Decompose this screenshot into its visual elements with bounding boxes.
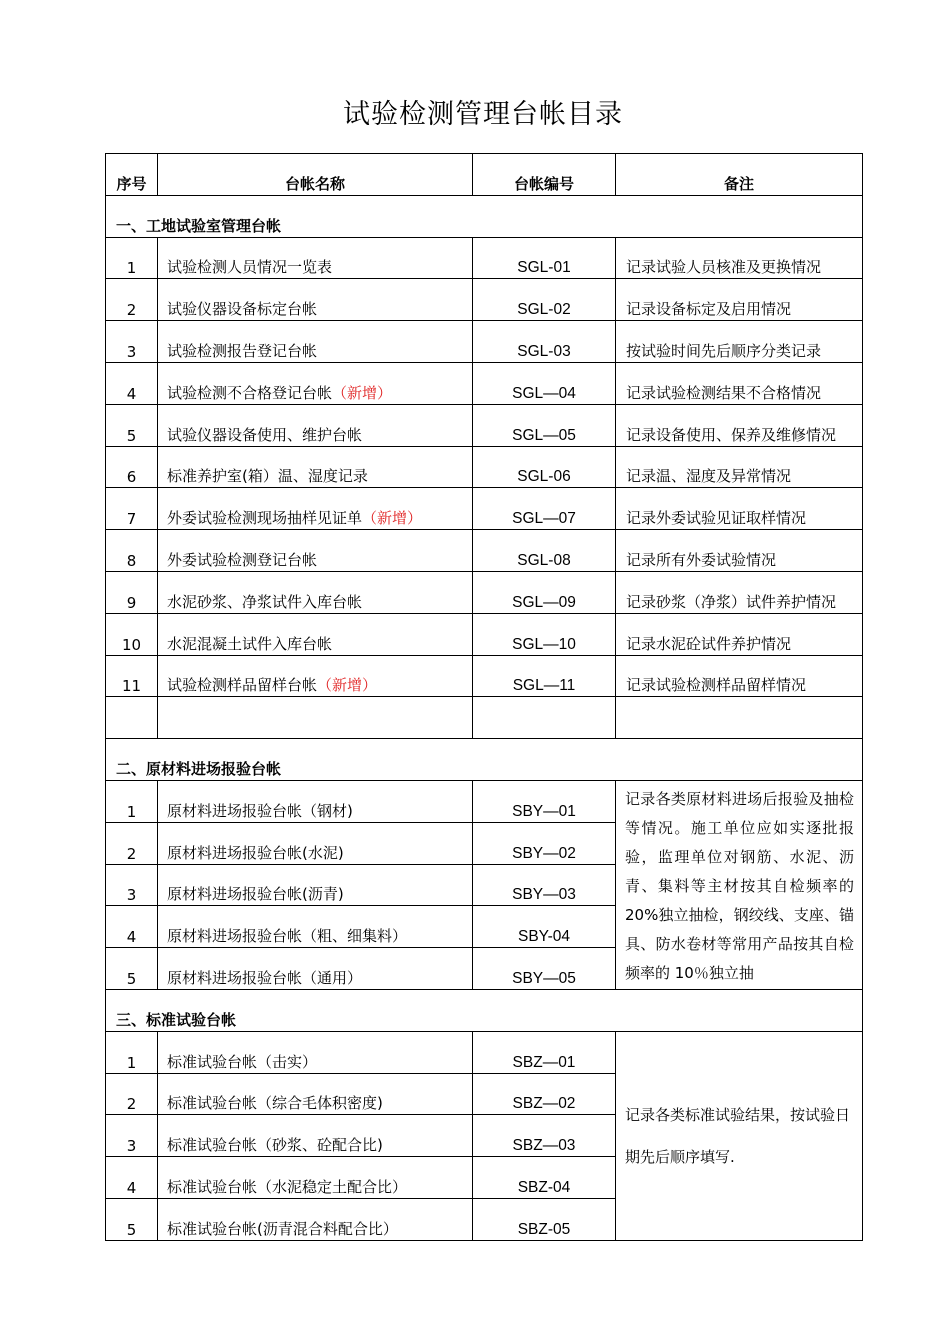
row-number: 1	[106, 237, 158, 279]
table-row	[106, 655, 863, 697]
ledger-name	[158, 571, 473, 613]
ledger-code: SBY—01	[473, 780, 616, 822]
ledger-code: SBY—03	[473, 864, 616, 906]
section-row	[106, 195, 863, 237]
empty-cell	[158, 697, 473, 739]
new-tag: （新增）	[332, 383, 393, 402]
ledger-name-text: 试验检测报告登记台帐	[167, 341, 318, 360]
ledger-name	[158, 488, 473, 530]
ledger-code: SGL-01	[473, 237, 616, 279]
table-row	[106, 446, 863, 488]
row-number: 1	[106, 780, 158, 822]
ledger-note: 记录外委试验见证取样情况	[616, 488, 863, 530]
row-number: 10	[106, 613, 158, 655]
ledger-name: 标准试验台帐(沥青混合料配合比）	[158, 1198, 473, 1240]
ledger-name: 标准试验台帐（击实）	[158, 1031, 473, 1073]
ledger-code: SBZ—01	[473, 1031, 616, 1073]
row-number: 11	[106, 655, 158, 697]
ledger-code: SGL—10	[473, 613, 616, 655]
ledger-name-text: 水泥混凝土试件入库台帐	[167, 634, 333, 653]
ledger-code: SGL—05	[473, 404, 616, 446]
ledger-code: SGL—04	[473, 362, 616, 404]
row-number: 6	[106, 446, 158, 488]
header-code: 台帐编号	[473, 154, 616, 196]
ledger-note: 记录各类原材料进场后报验及抽检等情况。施工单位应如实逐批报验，监理单位对钢筋、水泥、沥青、集料等主材按其自检频率的 20%独立抽检，钢绞线、支座、锚具、防水卷材等常用产品按其自检频率的 10％独立抽	[616, 780, 863, 989]
row-number: 9	[106, 571, 158, 613]
table-header-row	[106, 154, 863, 196]
ledger-name-text: 标准养护室(箱）温、湿度记录	[167, 467, 368, 486]
ledger-name-text: 外委试验检测登记台帐	[167, 550, 318, 569]
ledger-note: 记录所有外委试验情况	[616, 530, 863, 572]
ledger-note: 记录设备标定及启用情况	[616, 279, 863, 321]
ledger-code: SBY—02	[473, 822, 616, 864]
row-number: 2	[106, 822, 158, 864]
section-title: 三、标准试验台帐	[106, 989, 863, 1031]
ledger-note: 记录各类标准试验结果，按试验日期先后顺序填写.	[616, 1031, 863, 1240]
ledger-note: 记录试验检测结果不合格情况	[616, 362, 863, 404]
ledger-note: 记录水泥砼试件养护情况	[616, 613, 863, 655]
row-number: 3	[106, 1115, 158, 1157]
ledger-code: SGL—09	[473, 571, 616, 613]
ledger-note: 记录设备使用、保养及维修情况	[616, 404, 863, 446]
page-title: 试验检测管理台帐目录	[343, 99, 623, 130]
header-no: 序号	[106, 154, 158, 196]
ledger-name	[158, 321, 473, 363]
ledger-name-text: 试验检测样品留样台帐	[167, 676, 318, 695]
ledger-name	[158, 446, 473, 488]
ledger-code: SBZ—03	[473, 1115, 616, 1157]
ledger-name: 标准试验台帐（水泥稳定土配合比）	[158, 1157, 473, 1199]
ledger-name-text: 水泥砂浆、净浆试件入库台帐	[167, 592, 363, 611]
ledger-name-text: 试验仪器设备标定台帐	[167, 300, 318, 319]
header-note: 备注	[616, 154, 863, 196]
table-row	[106, 571, 863, 613]
table-row	[106, 530, 863, 572]
ledger-name	[158, 279, 473, 321]
ledger-name	[158, 530, 473, 572]
header-name: 台帐名称	[158, 154, 473, 196]
ledger-code: SBY—05	[473, 948, 616, 990]
section-row	[106, 739, 863, 781]
row-number: 5	[106, 1198, 158, 1240]
row-number: 2	[106, 1073, 158, 1115]
section-title: 二、原材料进场报验台帐	[106, 739, 863, 781]
ledger-name-text: 试验检测人员情况一览表	[167, 258, 333, 277]
row-number: 5	[106, 404, 158, 446]
table-row	[106, 613, 863, 655]
ledger-note: 记录试验人员核准及更换情况	[616, 237, 863, 279]
row-number: 7	[106, 488, 158, 530]
empty-cell	[616, 697, 863, 739]
table-row	[106, 780, 863, 822]
ledger-name	[158, 655, 473, 697]
ledger-code: SGL-03	[473, 321, 616, 363]
ledger-code: SGL-06	[473, 446, 616, 488]
ledger-name: 原材料进场报验台帐(水泥)	[158, 822, 473, 864]
ledger-code: SGL—07	[473, 488, 616, 530]
table-row	[106, 362, 863, 404]
table-row	[106, 321, 863, 363]
table-row	[106, 237, 863, 279]
table-row	[106, 1031, 863, 1073]
empty-row	[106, 697, 863, 739]
table-row	[106, 279, 863, 321]
ledger-code: SGL—11	[473, 655, 616, 697]
row-number: 4	[106, 362, 158, 404]
ledger-code: SBZ—02	[473, 1073, 616, 1115]
ledger-note: 记录温、湿度及异常情况	[616, 446, 863, 488]
table-row	[106, 404, 863, 446]
ledger-name	[158, 237, 473, 279]
ledger-name	[158, 613, 473, 655]
row-number: 8	[106, 530, 158, 572]
table-row	[106, 488, 863, 530]
ledger-note: 记录砂浆（净浆）试件养护情况	[616, 571, 863, 613]
new-tag: （新增）	[362, 509, 423, 528]
ledger-code: SBZ-04	[473, 1157, 616, 1199]
row-number: 4	[106, 1157, 158, 1199]
ledger-name	[158, 404, 473, 446]
row-number: 3	[106, 864, 158, 906]
section-row	[106, 989, 863, 1031]
row-number: 2	[106, 279, 158, 321]
empty-cell	[473, 697, 616, 739]
ledger-name: 原材料进场报验台帐(沥青)	[158, 864, 473, 906]
ledger-code: SBY-04	[473, 906, 616, 948]
ledger-name	[158, 362, 473, 404]
ledger-note: 记录试验检测样品留样情况	[616, 655, 863, 697]
ledger-name-text: 外委试验检测现场抽样见证单	[167, 509, 363, 528]
empty-cell	[106, 697, 158, 739]
row-number: 1	[106, 1031, 158, 1073]
ledger-name: 标准试验台帐（砂浆、砼配合比)	[158, 1115, 473, 1157]
ledger-code: SBZ-05	[473, 1198, 616, 1240]
ledger-name: 原材料进场报验台帐（通用）	[158, 948, 473, 990]
ledger-name: 原材料进场报验台帐（粗、细集料）	[158, 906, 473, 948]
ledger-name: 原材料进场报验台帐（钢材)	[158, 780, 473, 822]
section-title: 一、工地试验室管理台帐	[106, 195, 863, 237]
new-tag: （新增）	[317, 676, 378, 695]
row-number: 4	[106, 906, 158, 948]
ledger-table	[105, 153, 863, 1241]
row-number: 3	[106, 321, 158, 363]
row-number: 5	[106, 948, 158, 990]
ledger-code: SGL-08	[473, 530, 616, 572]
ledger-code: SGL-02	[473, 279, 616, 321]
ledger-note: 按试验时间先后顺序分类记录	[616, 321, 863, 363]
ledger-name: 标准试验台帐（综合毛体积密度)	[158, 1073, 473, 1115]
ledger-name-text: 试验仪器设备使用、维护台帐	[167, 425, 363, 444]
ledger-name-text: 试验检测不合格登记台帐	[167, 383, 333, 402]
